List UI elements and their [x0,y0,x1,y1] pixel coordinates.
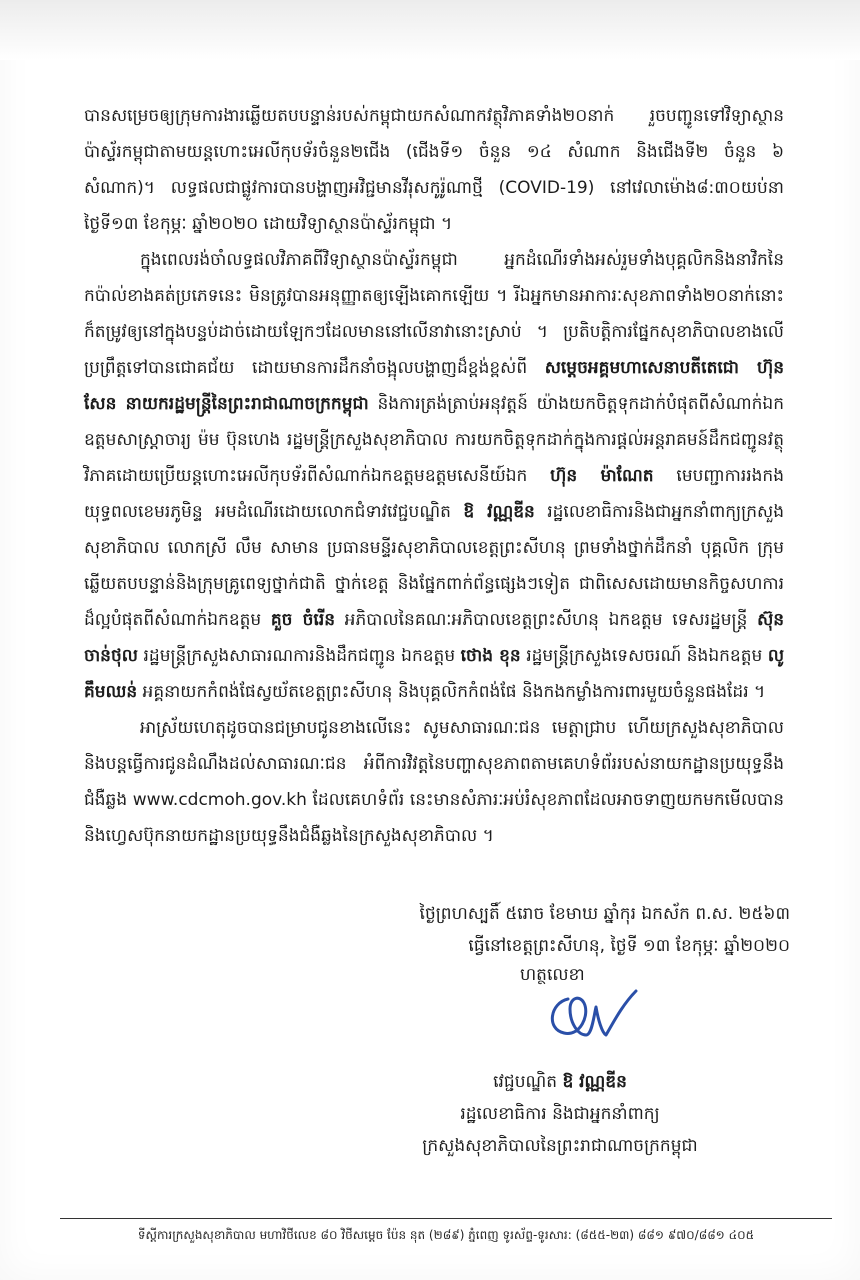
date-block [390,898,790,962]
p2-text-a: ក្នុងពេលរង់ចាំលទ្ធផលវិភាគពីវិទ្យាស្ថានប៉ាស្ទ័រកម្ពុជា អ្នកដំណើរទាំងអស់រួមទាំងបុគ្គលិកនិងនាវិកនៃកប៉ាល់ខាងគត់ប្រភេទនេះ មិនត្រូវបានអនុញ្ញាតឲ្យឡើងគោកឡើយ ។ រីឯអ្នកមានអាការៈសុខភាពទាំង២០នាក់នោះ ក៏តម្រូវឲ្យនៅក្នុងបន្ទប់ដាច់ដោយឡែកៗដែលមាននៅលើនាវានោះស្រាប់ ។ ប្រតិបត្តិការផ្នែកសុខាភិបាលខាងលើប្រព្រឹត្តទៅបានជោគជ័យ ដោយមានការដឹកនាំចង្អុលបង្ហាញដ៏ខ្ពង់ខ្ពស់ពី [84,250,784,378]
paragraph-2 [84,242,784,710]
prime-minister-name: សម្តេចអគ្គមហាសេនាបតីតេជោ ហ៊ុន សែន នាយករដ្ឋមន្ត្រីនៃព្រះរាជាណាចក្រកម្ពុជា [84,358,784,414]
sun-chanthol-name: ស៊ុន ចាន់ថុល [84,610,785,666]
signature-label: ហត្ថលេខា [520,965,585,985]
signatory-title: រដ្ឋលេខាធិការ និងជាអ្នកនាំពាក្យ [460,1104,660,1124]
paragraph-1: បានសម្រេចឲ្យក្រុមការងារឆ្លើយតបបន្ទាន់របស់កម្ពុជាយកសំណាកវត្ថុវិភាគទាំង២០នាក់ រួចបញ្ជូនទៅវិទ្យាស្ថានប៉ាស្ទ័រកម្ពុជាតាមយន្តហោះអេលីកុបទ័រចំនួន២ជើង (ជើងទី១ ចំនួន ១៤ សំណាក និងជើងទី២ ចំនួន ៦ សំណាក)។ លទ្ធផលជាផ្លូវការបានបង្ហាញអវិជ្ជមានវីរុសកូរ៉ូណាថ្មី (COVID-19) នៅវេលាម៉ោង៨:៣០យប់នាថ្ងៃទី១៣ ខែកុម្ភៈ ឆ្នាំ២០២០ ដោយវិទ្យាស្ថានប៉ាស្ទ័រកម្ពុជា ។ [84,106,784,234]
paragraph-3: អាស្រ័យហេតុដូចបានជម្រាបជូនខាងលើនេះ សូមសាធារណៈជន មេត្តាជ្រាប ហើយក្រសួងសុខាភិបាល និងបន្តធ្វើការជូនដំណឹងដល់សាធារណៈជន អំពីការវិវត្តនៃបញ្ហាសុខភាពតាមគេហទំព័ររបស់នាយកដ្ឋានប្រយុទ្ធនឹងជំងឺឆ្លង www.cdcmoh.gov.kh ដែលគេហទំព័រ នេះមានសំភារៈអប់រំសុខភាពដែលអាចទាញយកមកមើលបាននិងហ្វេសប៊ុកនាយកដ្ឋានប្រយុទ្ធនឹងជំងឺឆ្លងនៃក្រសួងសុខាភិបាល ។ [84,718,784,846]
signatory-name: ឱ វណ្ណឌីន [562,1072,627,1092]
p2-text-b: និងការត្រង់ត្រាប់អនុវត្តន៍ យ៉ាងយកចិត្តទុកដាក់បំផុតពីសំណាក់ឯកឧត្តមសាស្ត្រាចារ្យ ម៉ម ប៊ុនហេង រដ្ឋមន្ត្រីក្រសួងសុខាភិបាល ការយកចិត្តទុកដាក់ក្នុងការផ្តល់អន្តរាគមន៍ដឹកជញ្ជូនវត្ថុវិភាគដោយប្រើយន្តហោះអេលីកុបទ័រពីសំណាក់ឯកឧត្តមឧត្តមសេនីយ៍ឯក [84,394,785,486]
lou-kimchhun-name: លូ គឹមឈន់ [84,646,785,702]
handwritten-signature [540,985,650,1045]
footer-divider [60,1218,832,1219]
p2-text-e: អភិបាលនៃគណៈអភិបាលខេត្តព្រះសីហនុ ឯកឧត្តម ទេសរដ្ឋមន្ត្រី [344,610,748,630]
signatory-block [400,1066,720,1162]
p2-text-h: អគ្គនាយកកំពង់ផែស្វយ័តខេត្តព្រះសីហនុ និងបុគ្គលិកកំពង់ផែ និងកងកម្លាំងការពារមួយចំនួនផងដែរ ។ [142,682,766,702]
p2-text-f: រដ្ឋមន្ត្រីក្រសួងសាធារណការនិងដឹកជញ្ជូន ឯកឧត្តម [143,646,456,666]
p2-text-g: រដ្ឋមន្ត្រីក្រសួងទេសចរណ៍ និងឯកឧត្តម [526,646,763,666]
place-date: ធ្វើនៅខេត្តព្រះសីហនុ, ថ្ងៃទី ១៣ ខែកុម្ភៈ ឆ្នាំ២០២០ [468,936,790,956]
p2-text-c: មេបញ្ជាការរងកងយុទ្ធពលខេមរភូមិន្ទ អមដំណើរដោយលោកជំទាវវេជ្ជបណ្ឌិត [84,466,784,522]
scan-shadow [0,0,860,60]
letter-body [84,98,784,854]
or-vandine-name: ឱ វណ្ណឌីន [463,502,535,522]
signatory-prefix: វេជ្ជបណ្ឌិត [493,1072,558,1092]
p2-text-d: រដ្ឋលេខាធិការនិងជាអ្នកនាំពាក្យក្រសួងសុខាភិបាល លោកស្រី លឹម សាមាន ប្រធានមន្ទីរសុខាភិបាលខេត្តព្រះសីហនុ ព្រមទាំងថ្នាក់ដឹកនាំ បុគ្គលិក ក្រុមឆ្លើយតបបន្ទាន់និងក្រុមគ្រូពេទ្យថ្នាក់ជាតិ ថ្នាក់ខេត្ត និងផ្នែកពាក់ព័ន្ធផ្សេងៗទៀត ជាពិសេសដោយមានកិច្ចសហការដ៏ល្អបំផុតពីសំណាក់ឯកឧត្តម [84,502,784,630]
signatory-name-line [400,1066,720,1098]
signatory-ministry: ក្រសួងសុខាភិបាលនៃព្រះរាជាណាចក្រកម្ពុជា [422,1136,698,1156]
hun-manet-name: ហ៊ុន ម៉ាណែត [550,466,654,486]
thong-khon-name: ថោង ខុន [460,646,521,666]
footer-address: ទីស្តីការក្រសួងសុខាភិបាល មហាវិថីលេខ ៨០ វិថីសម្តេច ប៉ែន នុត (២៨៩) ភ្នំពេញ ទូរស័ព្ទ-ទូរសារ: (៨៥៥-២៣) ៨៨១ ៩៧០/៨៨១ ៤០៥ [137,1228,755,1242]
lunar-date: ថ្ងៃព្រហស្បតិ៍ ៥រោច ខែមាឃ ឆ្នាំកុរ ឯកស័ក ព.ស. ២៥៦៣ [419,904,790,924]
kuoch-chamroeun-name: គួច ចំរើន [270,610,336,630]
